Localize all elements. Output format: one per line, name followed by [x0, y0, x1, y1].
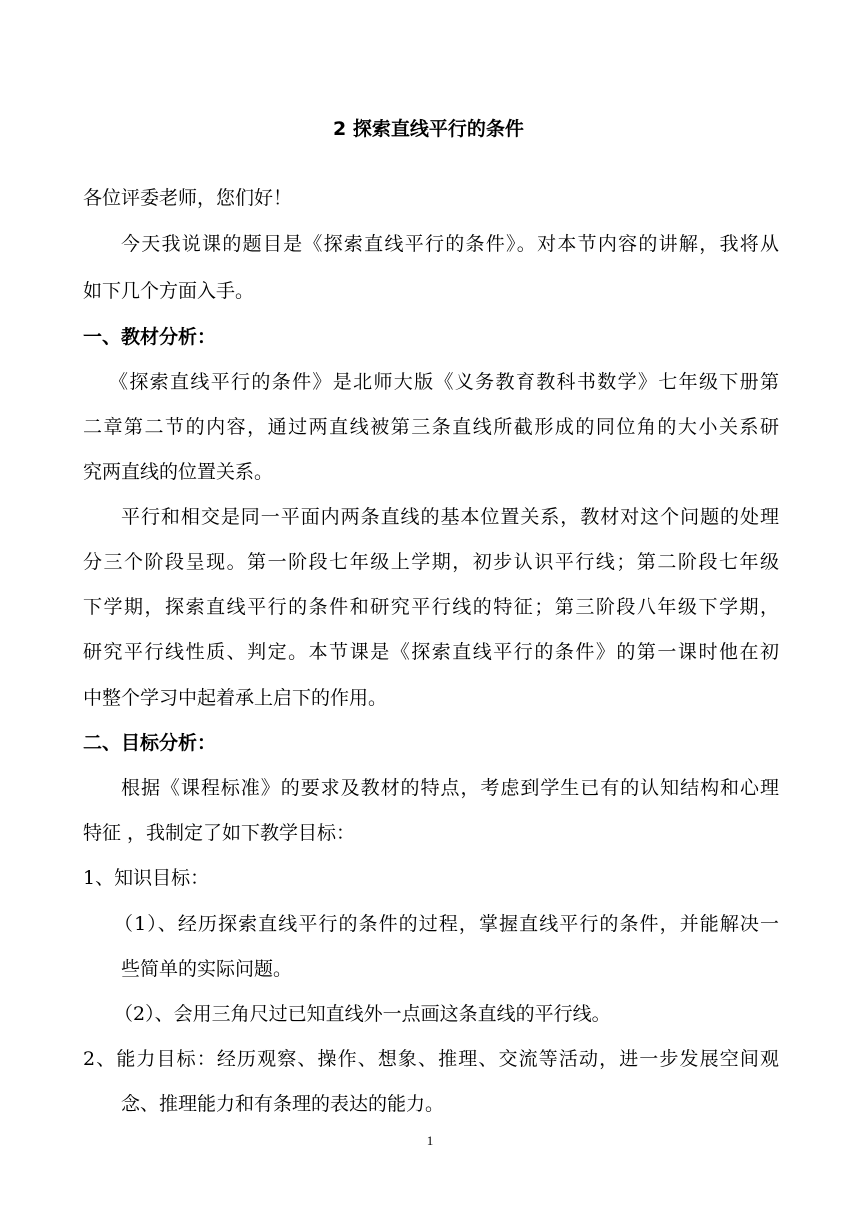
- goal2-line-1: 2、能力目标：经历观察、操作、想象、推理、交流等活动，进一步发展空间观: [83, 1048, 779, 1070]
- goal1-item1-line-1: （1）、经历探索直线平行的条件的过程，掌握直线平行的条件，并能解决一: [114, 913, 779, 935]
- section1-p1-line-2: 二章第二节的内容，通过两直线被第三条直线所截形成的同位角的大小关系研: [83, 416, 779, 438]
- intro-line-1: 今天我说课的题目是《探索直线平行的条件》。对本节内容的讲解，我将从: [121, 233, 779, 255]
- goal2-line-2: 念、推理能力和有条理的表达的能力。: [121, 1093, 445, 1115]
- section1-p2-line-5: 中整个学习中起着承上启下的作用。: [83, 687, 388, 709]
- section1-p2-line-4: 研究平行线性质、判定。本节课是《探索直线平行的条件》的第一课时他在初: [83, 641, 779, 663]
- goal1-item2: （2）、会用三角尺过已知直线外一点画这条直线的平行线。: [114, 1003, 611, 1025]
- intro-line-2: 如下几个方面入手。: [83, 280, 255, 302]
- section-heading-goal-analysis: 二、目标分析：: [83, 732, 217, 754]
- section1-p2-line-2: 分三个阶段呈现。第一阶段七年级上学期，初步认识平行线；第二阶段七年级: [83, 551, 779, 573]
- page-number: 1: [426, 1133, 434, 1148]
- goal1-item1-line-2: 些简单的实际问题。: [121, 958, 293, 980]
- section2-p1-line-2: 特征 ，我制定了如下教学目标：: [83, 822, 356, 844]
- section1-p2-line-3: 下学期，探索直线平行的条件和研究平行线的特征；第三阶段八年级下学期，: [83, 596, 779, 618]
- section-heading-textbook-analysis: 一、教材分析：: [83, 326, 217, 348]
- greeting: 各位评委老师，您们好！: [83, 187, 293, 209]
- goal1-heading: 1、知识目标：: [83, 867, 210, 889]
- section1-p1-line-3: 究两直线的位置关系。: [83, 461, 274, 483]
- section2-p1-line-1: 根据《课程标准》的要求及教材的特点，考虑到学生已有的认知结构和心理: [121, 777, 779, 799]
- section1-p1-line-1: 《探索直线平行的条件》是北师大版《义务教育教科书数学》七年级下册第: [109, 371, 779, 393]
- section1-p2-line-1: 平行和相交是同一平面内两条直线的基本位置关系，教材对这个问题的处理: [121, 506, 779, 528]
- document-title: 2 探索直线平行的条件: [333, 118, 524, 140]
